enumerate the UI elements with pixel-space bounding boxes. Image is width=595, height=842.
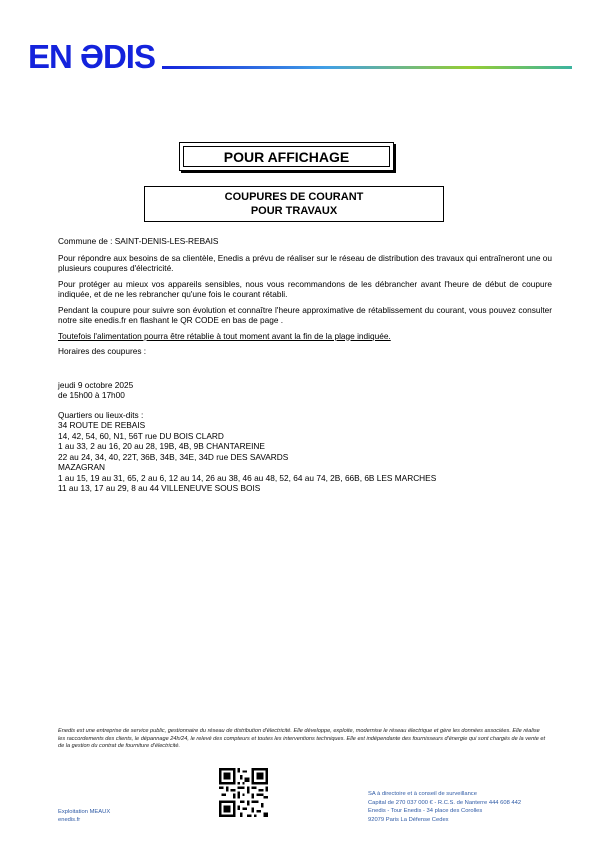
qr-code-icon[interactable] bbox=[219, 768, 268, 817]
outage-date: jeudi 9 octobre 2025 bbox=[58, 379, 134, 390]
locations-list bbox=[58, 410, 552, 494]
paragraph-2: Pour protéger au mieux vos appareils sensibles, nous vous recommandons de les débrancher avant l'heure de début de coupure indiquée, et de ne les rebrancher qu'une fois le courant rétabli. bbox=[58, 278, 552, 299]
schedule-block bbox=[58, 380, 552, 401]
location-item: 1 au 15, 19 au 31, 65, 2 au 6, 12 au 14, 26 au 38, 46 au 48, 52, 64 au 74, 2B, 66B, 6B LES MARCHES bbox=[58, 472, 437, 483]
legal-line-1: SA à directoire et à conseil de surveillance bbox=[368, 791, 477, 797]
legal-line-2: Capital de 270 037 000 € - R.C.S. de Nanterre 444 608 442 bbox=[368, 799, 522, 806]
footer-right bbox=[368, 790, 521, 824]
page-title: POUR AFFICHAGE bbox=[183, 146, 390, 167]
subtitle-line-2: POUR TRAVAUX bbox=[250, 205, 338, 217]
location-item: 1 au 33, 2 au 16, 20 au 28, 19B, 4B, 9B CHANTAREINE bbox=[58, 441, 265, 451]
commune-label: Commune de : bbox=[58, 236, 113, 246]
title-box bbox=[179, 142, 394, 171]
notice-body bbox=[58, 236, 552, 494]
legal-line-3: Enedis - Tour Enedis - 34 place des Corolles bbox=[368, 808, 483, 814]
subtitle-box bbox=[144, 186, 444, 222]
location-item: 22 au 24, 34, 40, 22T, 36B, 34B, 34E, 34D rue DES SAVARDS bbox=[58, 451, 289, 462]
enedis-logo bbox=[28, 38, 156, 77]
svg-text:ƏDIS: ƏDIS bbox=[80, 38, 155, 72]
paragraph-1: Pour répondre aux besoins de sa clientèle, Enedis a prévu de réaliser sur le réseau de distribution des travaux qui entraîneront une ou plusieurs coupures d'électricité. bbox=[58, 252, 552, 273]
brand-divider-line bbox=[162, 66, 572, 69]
website-link[interactable]: enedis.fr bbox=[58, 817, 81, 823]
subtitle-line-1: COUPURES DE COURANT bbox=[224, 191, 364, 203]
svg-text:EN: EN bbox=[28, 38, 72, 72]
exploitation-label: Exploitation MEAUX bbox=[58, 809, 111, 815]
footer-note: Enedis est une entreprise de service public, gestionnaire du réseau de distribution d'électricité. Elle développe, exploite, modernise le réseau électrique et gère les données associées. Elle réalise les raccordements des clients, le dépannage 24h/24, le relevé des compteurs et toutes les interventions techniques. Elle est indépendante des fournisseurs d'énergie qui sont chargés de la vente et de la gestion du contrat de fourniture d'électricité. bbox=[58, 728, 546, 749]
footer-left bbox=[58, 808, 110, 824]
paragraph-3: Pendant la coupure pour suivre son évolution et connaître l'heure approximative de rétablissement du courant, vous pouvez consulter notre site enedis.fr en flashant le QR CODE en bas de page . bbox=[58, 304, 552, 325]
location-item: 14, 42, 54, 60, N1, 56T rue DU BOIS CLARD bbox=[58, 430, 224, 441]
commune-value: SAINT-DENIS-LES-REBAIS bbox=[114, 236, 219, 246]
commune-line bbox=[58, 236, 552, 247]
enedis-logo-icon bbox=[28, 38, 156, 72]
legal-line-4: 92079 Paris La Défense Cedex bbox=[368, 816, 449, 823]
outage-time: de 15h00 à 17h00 bbox=[58, 390, 125, 400]
locations-label: Quartiers ou lieux-dits : bbox=[58, 409, 144, 420]
location-item: 34 ROUTE DE REBAIS bbox=[58, 420, 146, 430]
location-item: MAZAGRAN bbox=[58, 462, 106, 472]
horaires-label: Horaires des coupures : bbox=[58, 346, 147, 356]
location-item: 11 au 13, 17 au 29, 8 au 44 VILLENEUVE SOUS BOIS bbox=[58, 483, 261, 493]
paragraph-4: Toutefois l'alimentation pourra être rétablie à tout moment avant la fin de la plage indiquée. bbox=[58, 330, 391, 341]
